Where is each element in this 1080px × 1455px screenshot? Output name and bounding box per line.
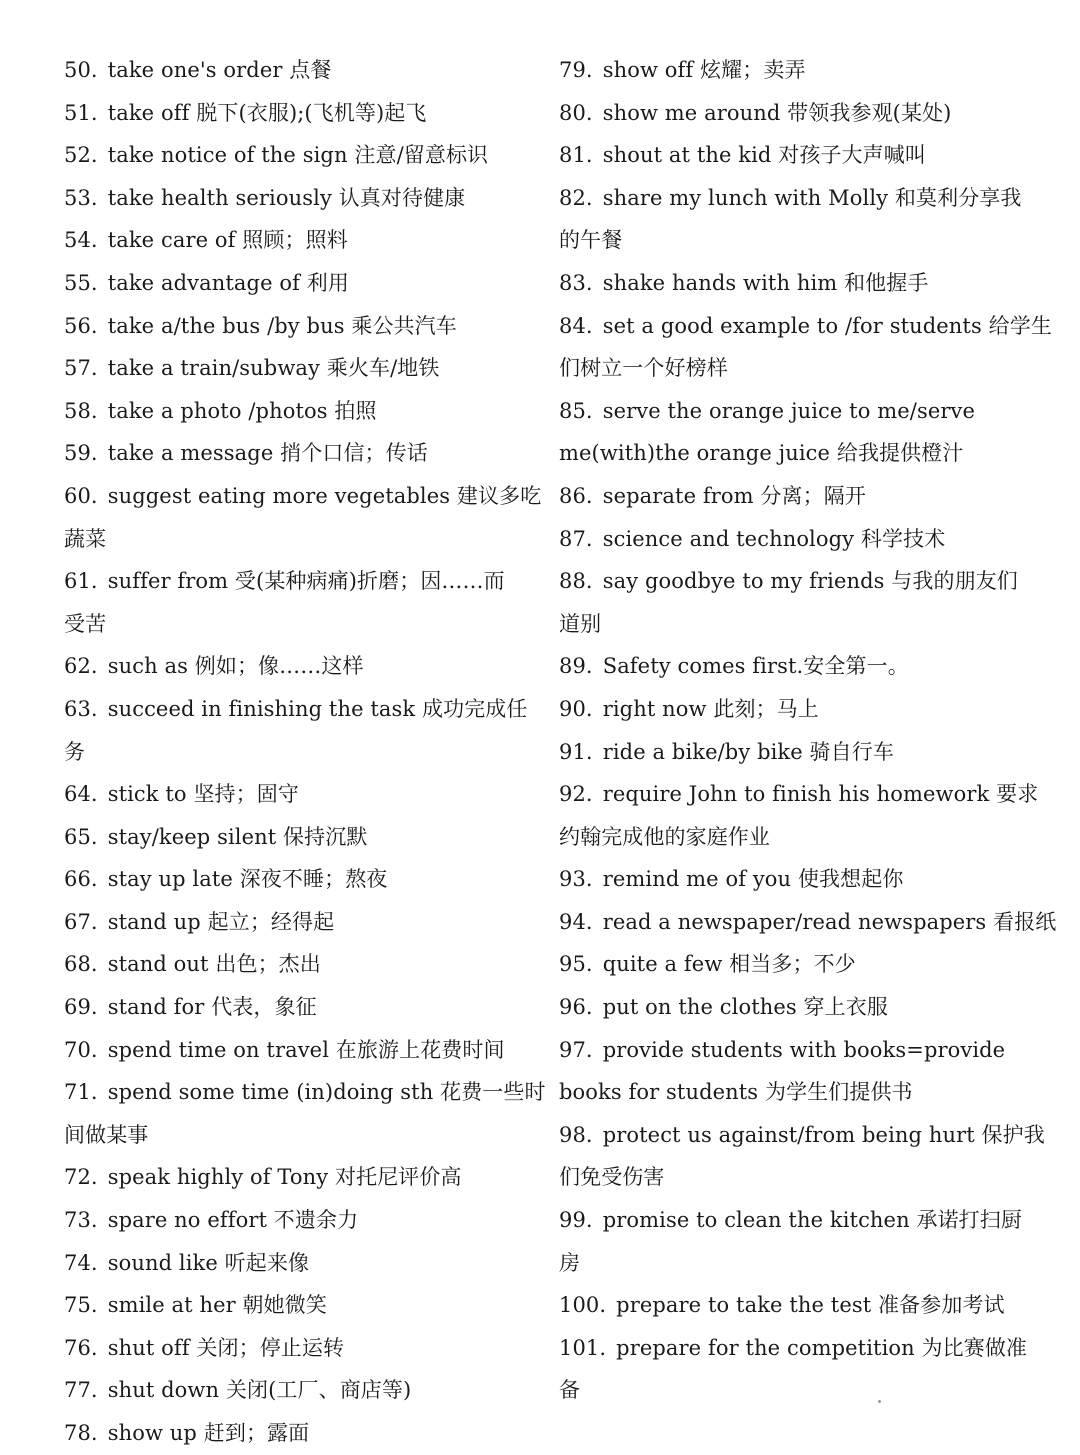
- entry-text: shake hands with him 和他握手: [602, 270, 929, 295]
- entry-text: stand out 出色；杰出: [107, 952, 321, 977]
- entry-number: 94.: [559, 909, 593, 934]
- entry-number: 51.: [64, 100, 98, 125]
- phrase-entry: [64, 1284, 524, 1327]
- entry-number: 96.: [559, 995, 593, 1020]
- entry-text: suggest eating more vegetables 建议多吃: [107, 483, 542, 508]
- phrase-entry: [559, 1199, 1022, 1242]
- entry-text: take notice of the sign 注意/留意标识: [107, 143, 489, 168]
- phrase-entry: [64, 177, 524, 220]
- phrase-entry: [64, 858, 524, 901]
- phrase-entry: [64, 475, 542, 518]
- phrase-entry: [559, 305, 1052, 348]
- entry-text: take off 脱下(衣服);(飞机等)起飞: [107, 100, 427, 125]
- entry-text: shut down 关闭(工厂、商店等): [107, 1378, 412, 1403]
- entry-text: take health seriously 认真对待健康: [107, 185, 466, 210]
- phrase-entry: [64, 1029, 524, 1072]
- entry-text: stand for 代表，象征: [107, 995, 317, 1020]
- phrase-entry: [559, 560, 1019, 603]
- entry-number: 73.: [64, 1208, 98, 1233]
- entry-number: 80.: [559, 100, 593, 125]
- entry-text: remind me of you 使我想起你: [602, 867, 904, 892]
- entry-text: sound like 听起来像: [107, 1250, 310, 1275]
- phrase-entry: [559, 134, 1019, 177]
- entry-text: read a newspaper/read newspapers 看报纸: [602, 909, 1057, 934]
- phrase-entry: [559, 475, 1019, 518]
- entry-text: 道别: [559, 611, 602, 636]
- entry-text: stay/keep silent 保持沉默: [107, 824, 368, 849]
- right-column: [559, 49, 1057, 1412]
- phrase-entry: [559, 1029, 1019, 1072]
- phrase-entry: [64, 49, 524, 92]
- entry-number: 97.: [559, 1037, 593, 1062]
- entry-text: take a/the bus /by bus 乘公共汽车: [107, 313, 457, 338]
- entry-number: 99.: [559, 1208, 593, 1233]
- entry-text: such as 例如；像……这样: [107, 654, 364, 679]
- phrase-entry-continuation: [64, 731, 524, 774]
- entry-number: 78.: [64, 1421, 98, 1445]
- entry-text: show me around 带领我参观(某处): [602, 100, 952, 125]
- entry-text: ride a bike/by bike 骑自行车: [602, 739, 894, 764]
- entry-text: 间做某事: [64, 1122, 149, 1147]
- entry-number: 71.: [64, 1080, 98, 1105]
- phrase-entry: [559, 1114, 1045, 1157]
- entry-number: 72.: [64, 1165, 98, 1190]
- entry-number: 59.: [64, 441, 98, 466]
- entry-number: 54.: [64, 228, 98, 253]
- phrase-entry: [64, 1071, 546, 1114]
- entry-number: 98.: [559, 1122, 593, 1147]
- entry-text: stand up 起立；经得起: [107, 909, 335, 934]
- phrase-entry: [64, 773, 524, 816]
- entry-number: 87.: [559, 526, 593, 551]
- entry-number: 90.: [559, 696, 593, 721]
- entry-text: 约翰完成他的家庭作业: [559, 824, 770, 849]
- entry-text: provide students with books=provide: [602, 1037, 1006, 1062]
- entry-text: show up 赶到；露面: [107, 1421, 310, 1445]
- entry-text: take a message 捎个口信；传话: [107, 441, 428, 466]
- phrase-entry: [64, 816, 524, 859]
- entry-number: 66.: [64, 867, 98, 892]
- entry-text: shout at the kid 对孩子大声喊叫: [602, 143, 926, 168]
- entry-text: Safety comes first.安全第一。: [602, 654, 909, 679]
- phrase-entry: [64, 645, 524, 688]
- entry-number: 100.: [559, 1293, 607, 1318]
- entry-text: 们免受伤害: [559, 1165, 665, 1190]
- phrase-entry: [559, 986, 1019, 1029]
- entry-text: take a photo /photos 拍照: [107, 398, 377, 423]
- entry-number: 64.: [64, 782, 98, 807]
- phrase-entry-continuation: [64, 518, 524, 561]
- entry-number: 79.: [559, 58, 593, 82]
- phrase-entry: [559, 731, 1019, 774]
- phrase-entry: [64, 262, 524, 305]
- entry-text: speak highly of Tony 对托尼评价高: [107, 1165, 462, 1190]
- phrase-entry: [64, 390, 524, 433]
- phrase-entry: [559, 773, 1039, 816]
- entry-number: 55.: [64, 270, 98, 295]
- phrase-entry: [559, 645, 1019, 688]
- phrase-entry: [559, 92, 1019, 135]
- entry-number: 101.: [559, 1335, 607, 1360]
- phrase-entry-continuation: [559, 603, 1019, 646]
- entry-text: 的午餐: [559, 228, 623, 253]
- phrase-entry: [559, 177, 1022, 220]
- phrase-entry: [64, 1327, 524, 1370]
- entry-text: put on the clothes 穿上衣服: [602, 995, 888, 1020]
- entry-number: 70.: [64, 1037, 98, 1062]
- phrase-entry: [559, 858, 1019, 901]
- phrase-entry: [64, 432, 524, 475]
- entry-number: 50.: [64, 58, 98, 82]
- entry-number: 62.: [64, 654, 98, 679]
- entry-number: 89.: [559, 654, 593, 679]
- entry-text: stay up late 深夜不睡；熬夜: [107, 867, 388, 892]
- entry-text: take one's order 点餐: [107, 58, 332, 82]
- entry-number: 52.: [64, 143, 98, 168]
- entry-number: 68.: [64, 952, 98, 977]
- phrase-entry: [64, 347, 524, 390]
- entry-text: share my lunch with Molly 和莫利分享我: [602, 185, 1022, 210]
- phrase-entry: [64, 92, 524, 135]
- entry-text: separate from 分离；隔开: [602, 483, 866, 508]
- entry-text: 房: [559, 1250, 581, 1275]
- phrase-entry: [64, 1156, 524, 1199]
- entry-text: spend time on travel 在旅游上花费时间: [107, 1037, 505, 1062]
- phrase-entry: [64, 1242, 524, 1285]
- phrase-entry: [559, 49, 1019, 92]
- left-column: [64, 49, 546, 1455]
- entry-text: 受苦: [64, 611, 107, 636]
- entry-number: 84.: [559, 313, 593, 338]
- phrase-entry-continuation: [559, 1156, 1019, 1199]
- entry-number: 53.: [64, 185, 98, 210]
- phrase-entry: [559, 901, 1057, 944]
- entry-number: 85.: [559, 398, 593, 423]
- entry-number: 63.: [64, 696, 98, 721]
- entry-text: suffer from 受(某种病痛)折磨；因……而: [107, 569, 505, 594]
- entry-text: serve the orange juice to me/serve: [602, 398, 975, 423]
- phrase-entry-continuation: [559, 1242, 1019, 1285]
- phrase-entry-continuation: [559, 816, 1019, 859]
- entry-text: 备: [559, 1378, 581, 1403]
- entry-text: me(with)the orange juice 给我提供橙汁: [559, 441, 964, 466]
- entry-text: spend some time (in)doing sth 花费一些时: [107, 1080, 546, 1105]
- phrase-entry-continuation: [559, 432, 1019, 475]
- entry-text: take a train/subway 乘火车/地铁: [107, 356, 440, 381]
- entry-number: 82.: [559, 185, 593, 210]
- entry-text: require John to finish his homework 要求: [602, 782, 1039, 807]
- phrase-entry: [64, 134, 524, 177]
- entry-text: take care of 照顾；照料: [107, 228, 348, 253]
- entry-text: smile at her 朝她微笑: [107, 1293, 327, 1318]
- entry-text: quite a few 相当多；不少: [602, 952, 856, 977]
- entry-number: 58.: [64, 398, 98, 423]
- entry-number: 69.: [64, 995, 98, 1020]
- entry-text: say goodbye to my friends 与我的朋友们: [602, 569, 1018, 594]
- entry-number: 74.: [64, 1250, 98, 1275]
- phrase-entry: [559, 262, 1019, 305]
- entry-number: 91.: [559, 739, 593, 764]
- entry-number: 93.: [559, 867, 593, 892]
- entry-text: books for students 为学生们提供书: [559, 1080, 913, 1105]
- entry-number: 95.: [559, 952, 593, 977]
- entry-number: 86.: [559, 483, 593, 508]
- phrase-entry-continuation: [559, 1071, 1019, 1114]
- phrase-entry-continuation: [559, 219, 1019, 262]
- entry-text: prepare to take the test 准备参加考试: [616, 1293, 1005, 1318]
- phrase-entry-continuation: [559, 1369, 1019, 1412]
- entry-number: 57.: [64, 356, 98, 381]
- entry-number: 92.: [559, 782, 593, 807]
- entry-text: set a good example to /for students 给学生: [602, 313, 1052, 338]
- entry-text: shut off 关闭；停止运转: [107, 1335, 345, 1360]
- entry-text: prepare for the competition 为比赛做准: [616, 1335, 1028, 1360]
- phrase-entry: [559, 518, 1019, 561]
- phrase-entry: [64, 1412, 524, 1455]
- entry-number: 56.: [64, 313, 98, 338]
- entry-number: 77.: [64, 1378, 98, 1403]
- phrase-entry: [64, 1199, 524, 1242]
- entry-number: 83.: [559, 270, 593, 295]
- phrase-entry: [64, 688, 528, 731]
- phrase-entry: [559, 688, 1019, 731]
- phrase-entry-continuation: [64, 1114, 524, 1157]
- phrase-entry: [64, 219, 524, 262]
- phrase-entry: [64, 901, 524, 944]
- entry-number: 67.: [64, 909, 98, 934]
- phrase-entry: [559, 1327, 1028, 1370]
- phrase-entry: [64, 986, 524, 1029]
- phrase-entry: [64, 1369, 524, 1412]
- phrase-entry-continuation: [64, 603, 524, 646]
- entry-number: 65.: [64, 824, 98, 849]
- phrase-entry-continuation: [559, 347, 1019, 390]
- entry-number: 75.: [64, 1293, 98, 1318]
- entry-number: 76.: [64, 1335, 98, 1360]
- phrase-entry: [64, 560, 524, 603]
- phrase-entry: [559, 1284, 1019, 1327]
- entry-text: 务: [64, 739, 86, 764]
- entry-text: science and technology 科学技术: [602, 526, 946, 551]
- entry-text: take advantage of 利用: [107, 270, 349, 295]
- scan-speck: [878, 1400, 881, 1403]
- phrase-entry: [559, 390, 1019, 433]
- phrase-entry: [64, 943, 524, 986]
- entry-text: promise to clean the kitchen 承诺打扫厨: [602, 1208, 1022, 1233]
- entry-text: right now 此刻；马上: [602, 696, 819, 721]
- entry-text: stick to 坚持；固守: [107, 782, 299, 807]
- entry-text: protect us against/from being hurt 保护我: [602, 1122, 1045, 1147]
- entry-number: 61.: [64, 569, 98, 594]
- entry-text: spare no effort 不遗余力: [107, 1208, 359, 1233]
- entry-number: 88.: [559, 569, 593, 594]
- entry-number: 60.: [64, 483, 98, 508]
- entry-text: succeed in finishing the task 成功完成任: [107, 696, 528, 721]
- entry-text: show off 炫耀；卖弄: [602, 58, 806, 82]
- entry-text: 们树立一个好榜样: [559, 356, 728, 381]
- entry-text: 蔬菜: [64, 526, 107, 551]
- phrase-entry: [559, 943, 1019, 986]
- entry-number: 81.: [559, 143, 593, 168]
- phrase-entry: [64, 305, 524, 348]
